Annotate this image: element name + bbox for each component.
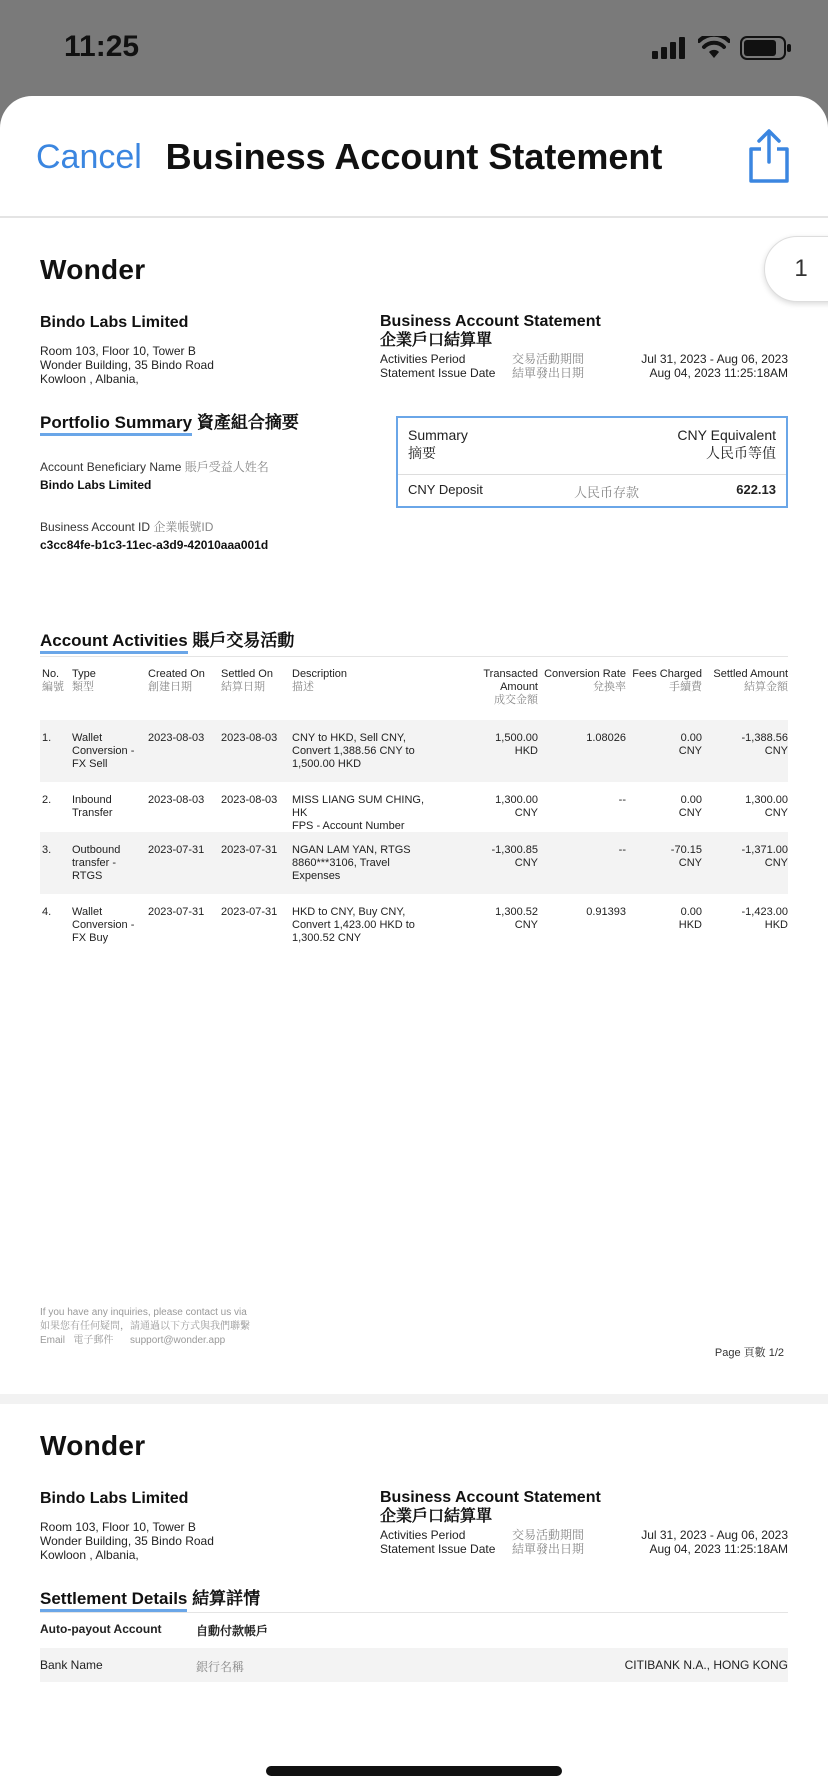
summary-row-value: 622.13 — [736, 482, 776, 497]
header-no: No. 編號 — [42, 668, 64, 693]
company-address — [40, 344, 214, 386]
header-transacted-amount: Transacted Amount 成交金額 — [483, 668, 538, 706]
page-separator — [0, 1394, 828, 1404]
divider — [40, 1612, 788, 1613]
home-indicator[interactable] — [266, 1766, 562, 1776]
wonder-logo: Wonder — [40, 254, 146, 285]
header-created-on: Created On 創建日期 — [148, 668, 205, 693]
share-icon[interactable] — [746, 128, 792, 184]
page-number-badge: 1 — [764, 236, 828, 302]
address-line: Kowloon , Albania, — [40, 1548, 139, 1562]
header-conversion-rate: Conversion Rate 兌換率 — [544, 668, 626, 693]
divider — [40, 656, 788, 657]
address-line: Kowloon , Albania, — [40, 372, 139, 386]
divider — [398, 474, 786, 475]
page-footer-number: Page 頁數 1/2 — [714, 1347, 784, 1359]
activities-period-row: Activities Period 交易活動期間 Jul 31, 2023 - Aug 06, 2023 — [380, 1528, 788, 1542]
navigation-bar — [0, 96, 828, 218]
pdf-viewer[interactable] — [0, 220, 828, 1792]
bank-name-row: Bank Name 銀行名稱 CITIBANK N.A., HONG KONG — [40, 1648, 788, 1682]
status-time: 11:25 — [64, 30, 140, 63]
issue-date-row: Statement Issue Date 結單發出日期 Aug 04, 2023 11:25:18AM — [380, 1542, 788, 1556]
header-settled-amount: Settled Amount 結算金額 — [713, 668, 788, 693]
statement-title: Business Account Statement 企業戶口結算單 — [380, 313, 601, 349]
cancel-button[interactable]: Cancel — [36, 138, 142, 176]
header-type: Type 類型 — [72, 668, 96, 693]
activities-table-header — [40, 668, 788, 708]
account-id-label: Business Account ID 企業帳號ID — [40, 520, 214, 534]
inquiry-footer: If you have any inquiries, please contact us via 如果您有任何疑問，請通過以下方式與我們聯繫 Email 電子郵件 support@wonder.app — [40, 1307, 250, 1346]
header-fees-charged: Fees Charged 手續費 — [632, 668, 702, 693]
company-address — [40, 1520, 214, 1562]
address-line: Wonder Building, 35 Bindo Road — [40, 358, 214, 372]
wifi-icon — [698, 36, 730, 60]
header-settled-on: Settled On 結算日期 — [221, 668, 273, 693]
address-line: Room 103, Floor 10, Tower B — [40, 344, 196, 358]
beneficiary-value: Bindo Labs Limited — [40, 478, 152, 492]
status-icons — [652, 36, 792, 60]
status-bar — [0, 0, 828, 96]
summary-row-cn: 人民币存款 — [574, 485, 640, 500]
cellular-signal-icon — [652, 37, 688, 59]
activities-period-row: Activities Period 交易活動期間 Jul 31, 2023 - Aug 06, 2023 — [380, 352, 788, 366]
account-activities-heading: Account Activities 賬戶交易活動 — [40, 626, 294, 654]
company-name: Bindo Labs Limited — [40, 1490, 189, 1507]
issue-date-row: Statement Issue Date 結單發出日期 Aug 04, 2023 11:25:18AM — [380, 366, 788, 380]
wonder-logo: Wonder — [40, 1430, 146, 1461]
account-id-value: c3cc84fe-b1c3-11ec-a3d9-42010aaa001d — [40, 538, 269, 552]
nav-title: Business Account Statement — [165, 136, 663, 177]
pdf-page-2: Wonder Bindo Labs Limited Room 103, Floor 10, Tower B Wonder Building, 35 Bindo Road Kowloon , Albania, Business Account Statement 企業戶口結算單 Activities Period 交易活動期間 Jul 31, 2023 - Aug 06, 2023 Statement Issue Date 結單發出日期 Aug 04, 2023 11:25:18AM Settlement Details 結算詳情 Auto-payout Account 自動付款帳戶 Bank Name 銀行名稱 CITIBANK N.A., HONG KONG — [0, 1404, 828, 1792]
table-row: 2. Inbound Transfer 2023-08-03 2023-08-03 MISS LIANG SUM CHING, HK FPS - Account Number 1,300.00 CNY -- 0.00 CNY 1,300.00 CNY — [42, 794, 788, 832]
header-description: Description 描述 — [292, 668, 348, 693]
summary-row-label: CNY Deposit — [408, 482, 483, 497]
company-name: Bindo Labs Limited — [40, 314, 189, 331]
summary-header-left: Summary 摘要 — [408, 427, 468, 461]
summary-header-right: CNY Equivalent 人民币等值 — [677, 427, 776, 461]
summary-box — [396, 416, 788, 508]
battery-icon — [740, 36, 792, 60]
table-row: 3. Outbound transfer - RTGS 2023-07-31 2023-07-31 NGAN LAM YAN, RTGS 8860***3106, Travel Expenses -1,300.85 CNY -- -70.15 CNY -1,371.00 CNY — [40, 832, 788, 894]
address-line: Room 103, Floor 10, Tower B — [40, 1520, 196, 1534]
beneficiary-label: Account Beneficiary Name 賬戶受益人姓名 — [40, 460, 269, 474]
address-line: Wonder Building, 35 Bindo Road — [40, 1534, 214, 1548]
portfolio-summary-heading: Portfolio Summary 資產組合摘要 — [40, 408, 299, 436]
document-sheet — [0, 96, 828, 1792]
table-row: 4. Wallet Conversion - FX Buy 2023-07-31 2023-07-31 HKD to CNY, Buy CNY, Convert 1,423.00 HKD to 1,300.52 CNY 1,300.52 CNY 0.91393 0.00 HKD -1,423.00 HKD — [42, 906, 788, 944]
statement-title: Business Account Statement 企業戶口結算單 — [380, 1489, 601, 1525]
pdf-page-1 — [0, 220, 828, 1396]
support-email-link[interactable]: support@wonder.app — [130, 1335, 226, 1346]
settlement-details-heading: Settlement Details 結算詳情 — [40, 1584, 260, 1612]
table-row: 1. Wallet Conversion - FX Sell 2023-08-03 2023-08-03 CNY to HKD, Sell CNY, Convert 1,388.56 CNY to 1,500.00 HKD 1,500.00 HKD 1.08026 0.00 CNY -1,388.56 CNY — [40, 720, 788, 782]
